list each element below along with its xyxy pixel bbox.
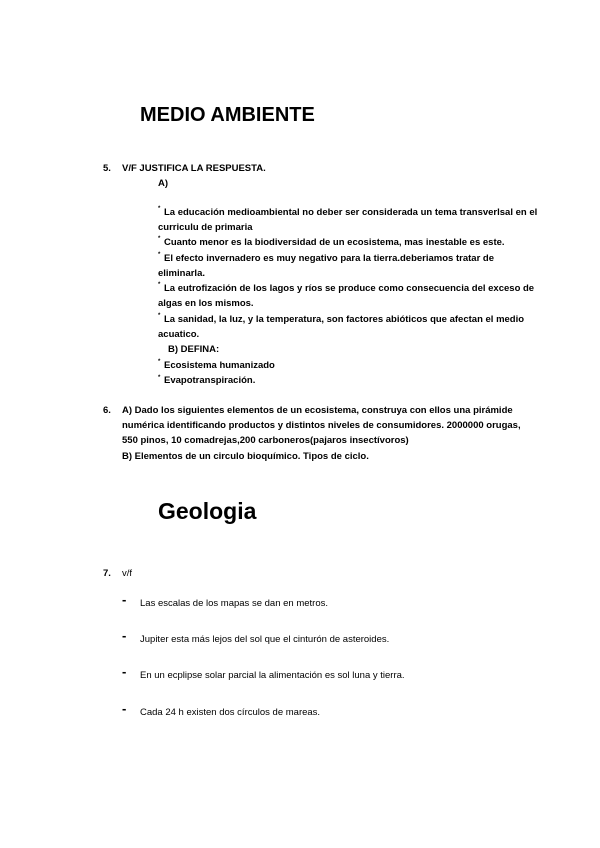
- statement-5-line-2: acuatico.: [158, 329, 200, 340]
- section-title-geologia: Geologia: [158, 498, 257, 524]
- question-7-number: 7.: [103, 568, 111, 579]
- section-title-medio-ambiente: MEDIO AMBIENTE: [140, 104, 315, 126]
- dash-icon: -: [122, 628, 127, 643]
- define-item-2: Evapotranspiración.: [164, 375, 256, 386]
- dash-icon: -: [122, 592, 127, 607]
- statement-4-line-2: algas en los mismos.: [158, 298, 254, 309]
- question-6-number: 6.: [103, 405, 111, 416]
- bullet-icon: *: [158, 206, 161, 212]
- bullet-icon: *: [158, 252, 161, 258]
- bullet-icon: *: [158, 313, 161, 319]
- part-a-label: A): [158, 178, 169, 189]
- statement-5-line-1: La sanidad, la luz, y la temperatura, son factores abióticos que afectan el medio: [164, 314, 525, 325]
- statement-3-line-2: eliminarla.: [158, 268, 205, 279]
- statement-2-line-1: Cuanto menor es la biodiversidad de un ecosistema, mas inestable es este.: [164, 237, 505, 248]
- bullet-icon: *: [158, 236, 161, 242]
- geologia-item-1: Las escalas de los mapas se dan en metros.: [140, 598, 328, 609]
- question-5-number: 5.: [103, 163, 111, 174]
- bullet-icon: *: [158, 375, 161, 381]
- statement-1-line-1: La educación medioambiental no deber ser considerada un tema transverlsal en el: [164, 207, 538, 218]
- statement-1-line-2: curriculu de primaria: [158, 222, 253, 233]
- question-5-header: V/F JUSTIFICA LA RESPUESTA.: [122, 163, 266, 174]
- statement-3-line-1: El efecto invernadero es muy negativo para la tierra.deberiamos tratar de: [164, 253, 494, 264]
- part-b-label: B) DEFINA:: [168, 344, 220, 355]
- dash-icon: -: [122, 664, 127, 679]
- dash-icon: -: [122, 701, 127, 716]
- question-6-line-3: 550 pinos, 10 comadrejas,200 carboneros(pajaros insectívoros): [122, 435, 409, 446]
- bullet-icon: *: [158, 359, 161, 365]
- define-item-1: Ecosistema humanizado: [164, 360, 275, 371]
- question-6-line-1: A) Dado los siguientes elementos de un ecosistema, construya con ellos una pirámide: [122, 405, 513, 416]
- geologia-item-2: Jupiter esta más lejos del sol que el cinturón de asteroides.: [140, 634, 390, 645]
- statement-4-line-1: La eutrofización de los lagos y ríos se produce como consecuencia del exceso de: [164, 283, 535, 294]
- question-7-header: v/f: [122, 568, 133, 579]
- bullet-icon: *: [158, 282, 161, 288]
- question-6-line-4: B) Elementos de un circulo bioquímico. Tipos de ciclo.: [122, 451, 369, 462]
- question-6-line-2: numérica identificando productos y distintos niveles de consumidores. 2000000 orugas,: [122, 420, 521, 431]
- geologia-item-4: Cada 24 h existen dos círculos de mareas.: [140, 707, 321, 718]
- geologia-item-3: En un ecplipse solar parcial la alimentación es sol luna y tierra.: [140, 670, 405, 681]
